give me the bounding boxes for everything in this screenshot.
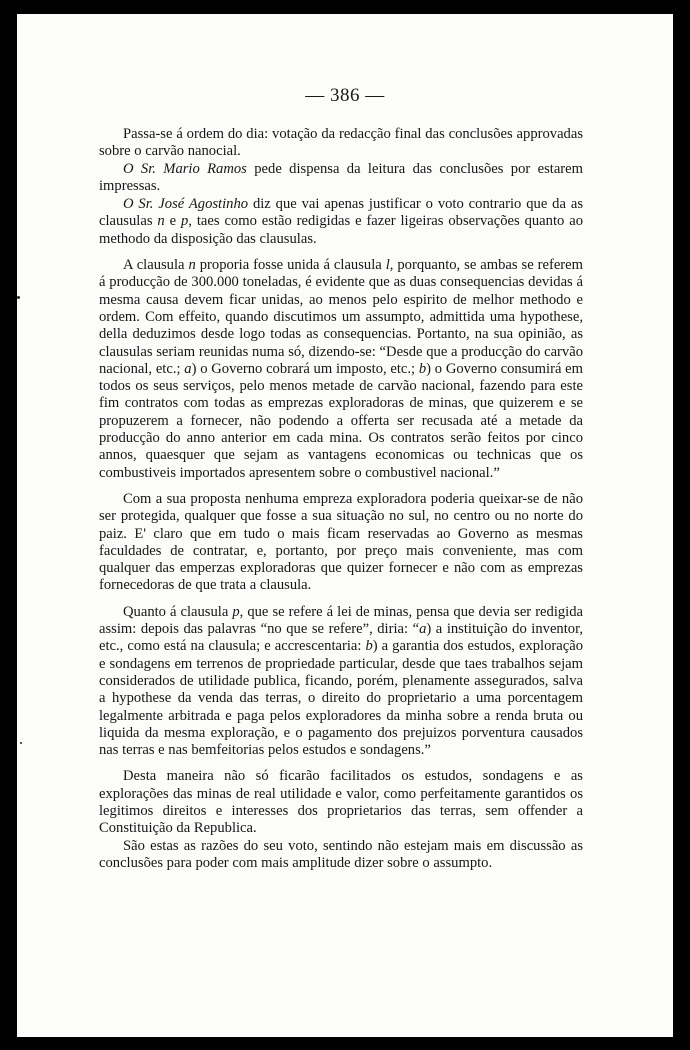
paragraph-proposta <box>99 491 583 595</box>
paragraph-text: , que se refere á lei de minas, pensa que devia ser redigida assim: depois das palavras “no que se refere”, diria: “ <box>99 603 584 638</box>
scan-speck <box>17 296 20 299</box>
paragraph-text: Desta maneira não só ficarão facilitados os estudos, sondagens e as explorações das minas de real utilidade e valor, como perfeitamente garantidos os legitimos direitos e interesses dos proprietarios das terras, sem offender a Constituição da Republica. <box>99 768 583 837</box>
paragraph-text: Quanto á clausula <box>123 603 233 620</box>
paragraph-clausula-p <box>99 604 583 760</box>
clause-letter: n <box>188 257 196 274</box>
item-letter: b <box>418 360 427 377</box>
paragraph-text: Passa-se á ordem do dia: votação da redacção final das conclusões approvadas sobre o carvão nanocial. <box>99 126 583 160</box>
paragraph-text: A clausula <box>123 257 189 274</box>
clause-letter: n <box>157 213 165 230</box>
paragraph-text: São estas as razões do seu voto, sentindo não estejam mais em discussão as conclusões para poder com mais amplitude dizer sobre o assumpto. <box>99 838 583 872</box>
paragraph-text: proporia fosse unida á clausula <box>195 257 386 274</box>
paragraph-text: diz que vai apenas justificar o voto contrario que da as clausulas <box>99 196 583 230</box>
item-letter: a <box>419 621 427 638</box>
paragraph-mario-ramos <box>99 161 583 196</box>
paragraph-text: Com a sua proposta nenhuma empreza exploradora poderia queixar-se de não ser protegida, qualquer que fosse a sua situação no sul, no centro ou no norte do paiz. E' claro que em tudo o mais ficam reservadas ao Governo as mesmas faculdades de contratar, e, portanto, por preço mais conveniente, mas com qualquer das emperzas exploradoras que quizer fornecer e não com as emprezas fornecedoras de que trata a clausula. <box>99 490 583 594</box>
paragraph-text: ) a garantia dos estudos, exploração e sondagens em terrenos de propriedade particular, desde que taes trabalhos sejam considerados de utilidade publica, ficando, porém, plenamente assegurados, salva a hypothese da venda das terras, o direito do proprietario a uma porcentagem legalmente arbitrada e paga pelos exploradores da minha sobre a renda bruta ou liquida da mesma exploração, e o pagamento dos prejuizos porventura causados nas terras e nas bemfeitorias pelos estudos e sondagens.” <box>99 638 583 759</box>
paragraph-text: pede dispensa da leitura das conclusões por estarem impressas. <box>99 161 583 195</box>
paragraph-text: e <box>164 213 181 230</box>
clause-letter: p <box>181 213 189 230</box>
document-page <box>17 14 673 1037</box>
speaker-name: O Sr. José Agostinho <box>123 196 249 213</box>
paragraph-order-of-day <box>99 126 583 161</box>
body-text <box>99 126 583 873</box>
item-letter: a <box>184 360 192 377</box>
paragraph-text: ) o Governo cobrará um imposto, etc.; <box>191 360 419 377</box>
item-letter: b <box>365 638 373 655</box>
paragraph-desta-maneira <box>99 768 583 837</box>
paragraph-text: ) o Governo consumirá em todos os seus serviços, pelo menos metade de carvão nacional, fazendo para este fim contratos com todas as emprezas exploradoras de minas, que quizerem e se propuzerem a fornecer, não podendo a offerta ser recusada até a metade da producção do anno anterior em cada mina. Os contratos serão feitos por cinco annos, quaesquer que sejam as vantagens economicas ou technicas que os combustiveis importados apresentem sobre o combustivel nacional.” <box>99 360 583 481</box>
paragraph-text: , taes como estão redigidas e fazer ligeiras observações quanto ao methodo da disposição das clausulas. <box>99 213 583 247</box>
clause-letter: p <box>232 603 240 620</box>
page-number: — 386 — <box>305 85 385 106</box>
paragraph-razoes <box>99 838 583 873</box>
paragraph-clausula-n <box>99 257 583 482</box>
paragraph-text: , porquanto, se ambas se referem á producção de 300.000 toneladas, é evidente que as duas consequencias devidas á mesma causa devem ficar unidas, ao menos pelo espirito de melhor methodo e ordem. Com effeito, quando discutimos um assumpto, admittida uma hypothese, della deduzimos desde logo todas as consequencias. Portanto, na sua opinião, as clausulas seriam reunidas numa só, dizendo-se: “Desde que a producção do carvão nacional, etc.; <box>99 257 583 377</box>
paragraph-jose-agostinho <box>99 196 583 248</box>
paragraph-text: ) a instituição do inventor, etc., como está na clausula; e accrescentaria: <box>99 621 583 655</box>
speaker-name: O Sr. Mario Ramos <box>123 161 247 178</box>
scan-speck <box>20 742 22 744</box>
clause-letter: l <box>385 257 390 274</box>
